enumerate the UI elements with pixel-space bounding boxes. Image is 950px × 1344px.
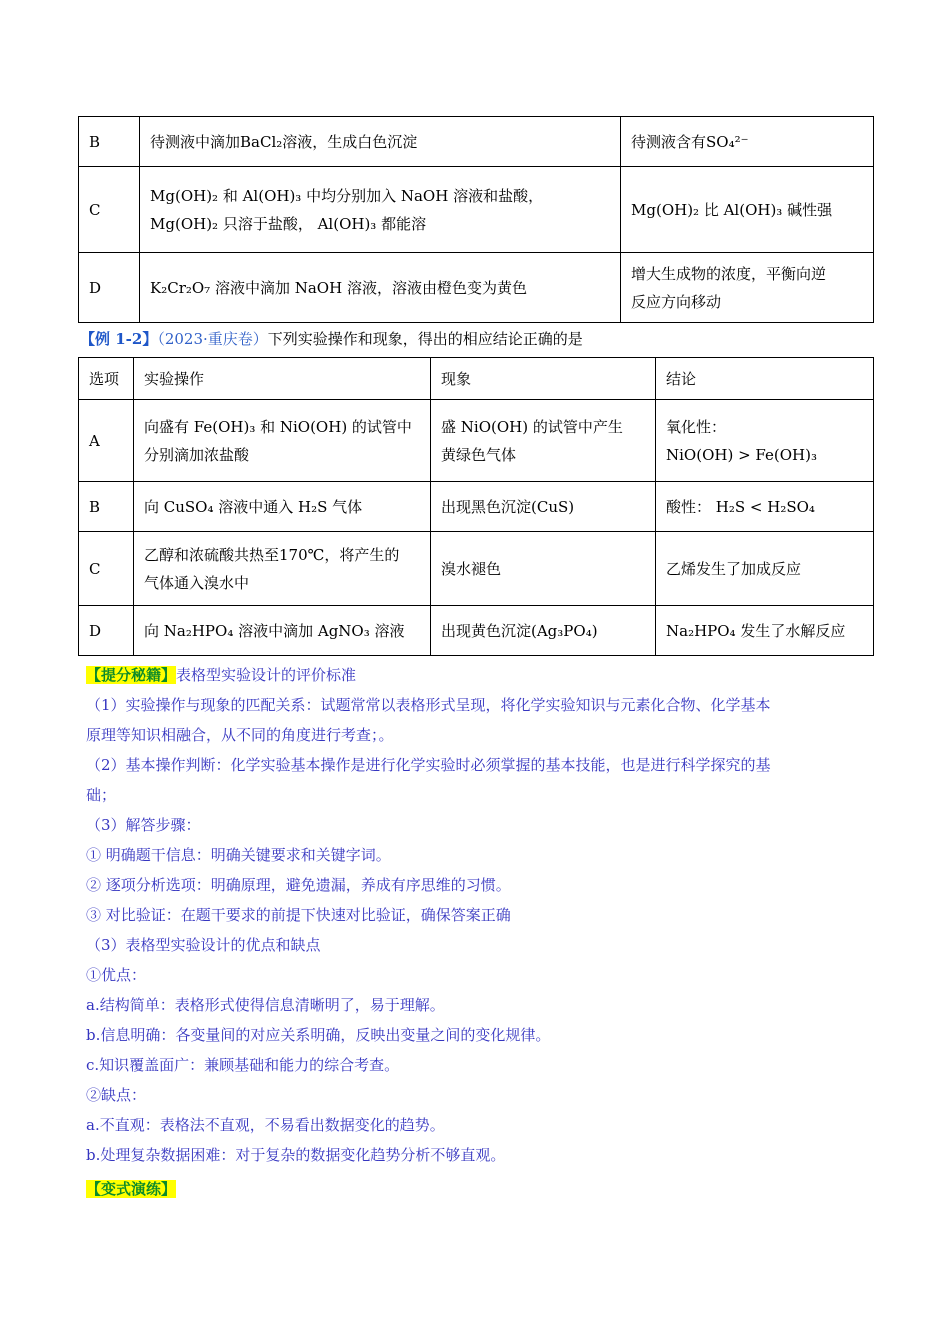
cell-conclusion: [621, 253, 874, 323]
tips-section: [86, 660, 876, 1170]
tips-title: 表格型实验设计的评价标准: [176, 666, 357, 684]
table-2: [78, 357, 874, 656]
header-conclusion: 结论: [656, 358, 874, 400]
table-row: [79, 606, 874, 656]
table-row: [79, 253, 874, 323]
cell-option: B: [79, 117, 140, 167]
cell-conclusion: Na₂HPO₄ 发生了水解反应: [656, 606, 874, 656]
cell-line: Mg(OH)₂ 只溶于盐酸， Al(OH)₃ 都能溶: [150, 214, 427, 233]
tips-line: a.不直观：表格法不直观，不易看出数据变化的趋势。: [86, 1116, 445, 1134]
cell-conclusion: [656, 400, 874, 482]
header-option: 选项: [79, 358, 134, 400]
cell-option: C: [79, 532, 134, 606]
tips-line: b.处理复杂数据困难：对于复杂的数据变化趋势分析不够直观。: [86, 1146, 506, 1164]
cell-operation: 待测液中滴加BaCl₂溶液，生成白色沉淀: [140, 117, 621, 167]
example-question: 下列实验操作和现象，得出的相应结论正确的是: [267, 330, 583, 348]
tips-line: ① 明确题干信息：明确关键要求和关键字词。: [86, 846, 391, 864]
cell-option: A: [79, 400, 134, 482]
tips-line: （2）基本操作判断：化学实验基本操作是进行化学实验时必须掌握的基本技能，也是进行科学探究的基: [86, 756, 771, 774]
cell-phenomenon: 溴水褪色: [431, 532, 656, 606]
cell-option: D: [79, 253, 140, 323]
cell-line: 盛 NiO(OH) 的试管中产生: [441, 417, 623, 436]
tips-line: （1）实验操作与现象的匹配关系：试题常常以表格形式呈现，将化学实验知识与元素化合物、化学基本: [86, 696, 771, 714]
cell-phenomenon: 出现黄色沉淀(Ag₃PO₄): [431, 606, 656, 656]
tips-line: 原理等知识相融合，从不同的角度进行考查；。: [86, 726, 394, 744]
table-row: [79, 482, 874, 532]
example-label: 【例 1-2】: [80, 330, 158, 348]
tips-line: ②缺点：: [86, 1086, 147, 1104]
tips-line: 础；: [86, 786, 117, 804]
table-row: [79, 167, 874, 253]
cell-conclusion: 乙烯发生了加成反应: [656, 532, 874, 606]
cell-operation: 向 Na₂HPO₄ 溶液中滴加 AgNO₃ 溶液: [134, 606, 431, 656]
cell-line: 黄绿色气体: [441, 445, 517, 464]
tips-line: （3）解答步骤：: [86, 816, 201, 834]
table-row: [79, 532, 874, 606]
variant-badge: 【变式演练】: [86, 1180, 177, 1198]
table-1: [78, 116, 874, 323]
tips-line: ② 逐项分析选项：明确原理，避免遗漏，养成有序思维的习惯。: [86, 876, 511, 894]
cell-line: Mg(OH)₂ 和 Al(OH)₃ 中均分别加入 NaOH 溶液和盐酸，: [150, 186, 544, 205]
tips-line: c.知识覆盖面广：兼顾基础和能力的综合考查。: [86, 1056, 400, 1074]
cell-line: 增大生成物的浓度，平衡向逆: [631, 264, 827, 283]
cell-phenomenon: 出现黑色沉淀(CuS): [431, 482, 656, 532]
example-source: （2023·重庆卷）: [157, 330, 268, 348]
cell-line: 氧化性：: [666, 417, 727, 436]
header-operation: 实验操作: [134, 358, 431, 400]
tips-line: a.结构简单：表格形式使得信息清晰明了，易于理解。: [86, 996, 445, 1014]
cell-option: B: [79, 482, 134, 532]
cell-operation: [134, 400, 431, 482]
tips-line: b.信息明确：各变量间的对应关系明确，反映出变量之间的变化规律。: [86, 1026, 551, 1044]
tips-line: （3）表格型实验设计的优点和缺点: [86, 936, 321, 954]
cell-line: 分别滴加浓盐酸: [144, 445, 250, 464]
cell-line: 气体通入溴水中: [144, 573, 250, 592]
cell-line: 乙醇和浓硫酸共热至170℃，将产生的: [144, 545, 400, 564]
example-heading: [80, 329, 583, 349]
cell-option: C: [79, 167, 140, 253]
variant-heading: [86, 1178, 176, 1199]
cell-conclusion: Mg(OH)₂ 比 Al(OH)₃ 碱性强: [621, 167, 874, 253]
tips-line: ①优点：: [86, 966, 147, 984]
cell-line: 向盛有 Fe(OH)₃ 和 NiO(OH) 的试管中: [144, 417, 412, 436]
cell-operation: [134, 532, 431, 606]
cell-conclusion: 酸性： H₂S < H₂SO₄: [656, 482, 874, 532]
cell-phenomenon: [431, 400, 656, 482]
tips-line: ③ 对比验证：在题干要求的前提下快速对比验证，确保答案正确: [86, 906, 511, 924]
cell-operation: [140, 167, 621, 253]
cell-line: NiO(OH) > Fe(OH)₃: [666, 445, 817, 464]
table-row: [79, 117, 874, 167]
tips-badge: 【提分秘籍】: [86, 666, 177, 684]
tips-heading: [86, 660, 876, 690]
cell-line: 反应方向移动: [631, 292, 722, 311]
cell-operation: 向 CuSO₄ 溶液中通入 H₂S 气体: [134, 482, 431, 532]
table-header-row: [79, 358, 874, 400]
header-phenomenon: 现象: [431, 358, 656, 400]
cell-operation: K₂Cr₂O₇ 溶液中滴加 NaOH 溶液，溶液由橙色变为黄色: [140, 253, 621, 323]
cell-option: D: [79, 606, 134, 656]
cell-conclusion: 待测液含有SO₄²⁻: [621, 117, 874, 167]
table-row: [79, 400, 874, 482]
